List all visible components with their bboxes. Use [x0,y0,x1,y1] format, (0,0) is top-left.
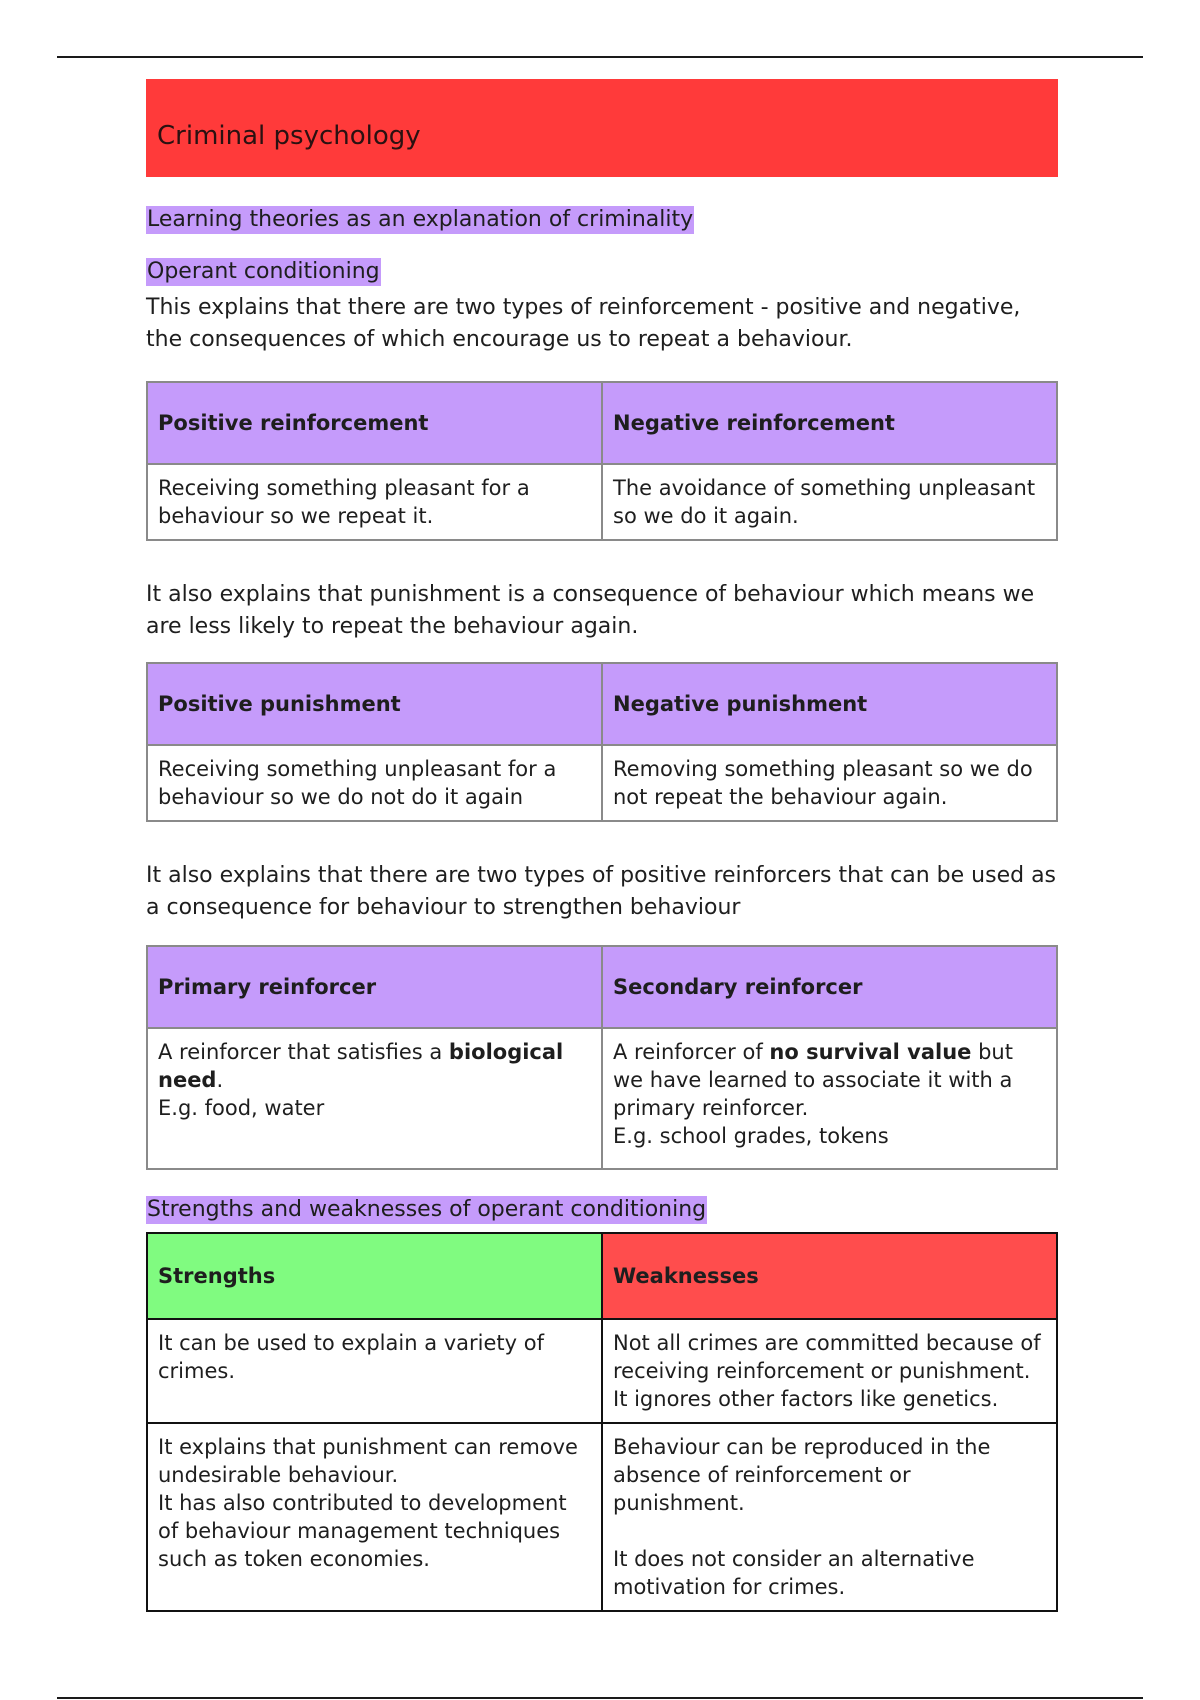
reinforcement-table [146,381,1058,541]
header-negative-reinforcement: Negative reinforcement [602,382,1057,464]
header-weaknesses: Weaknesses [602,1233,1057,1319]
cell-weakness-1 [602,1319,1057,1423]
weakness-2-blank-line [613,1517,1046,1545]
cell-primary-reinforcer [147,1028,602,1169]
cell-positive-reinforcement: Receiving something pleasant for a behaviour so we repeat it. [147,464,602,540]
strength-1-text: It can be used to explain a variety of crimes. [158,1331,544,1383]
header-positive-punishment: Positive punishment [147,663,602,745]
intro-paragraph: This explains that there are two types of reinforcement - positive and negative, the consequences of which encourage us to repeat a behaviour. [146,295,1021,352]
strength-2-text-b: It has also contributed to development of behaviour management techniques such as token economies. [158,1491,567,1571]
reinforcers-table [146,945,1058,1170]
punishment-table [146,662,1058,822]
heading-learning-theories: Learning theories as an explanation of criminality [147,207,694,232]
reinforcers-paragraph: It also explains that there are two types of positive reinforcers that can be used as a consequence for behaviour to strengthen behaviour [146,863,1057,920]
secondary-example: E.g. school grades, tokens [613,1124,889,1148]
cell-strength-2 [147,1423,602,1611]
cell-secondary-reinforcer [602,1028,1057,1169]
primary-definition-bold: biological need [158,1040,564,1092]
bottom-rule [57,1697,1143,1699]
weakness-2-text-b: It does not consider an alternative motivation for crimes. [613,1547,975,1599]
title-banner: Criminal psychology [146,79,1058,177]
primary-definition-suffix: . [216,1068,224,1092]
header-strengths: Strengths [147,1233,602,1319]
secondary-definition-suffix: but we have learned to associate it with a primary reinforcer. [613,1040,1013,1120]
weakness-1-text-b: It ignores other factors like genetics. [613,1387,999,1411]
heading-operant-conditioning: Operant conditioning [147,259,380,284]
weakness-2-text-a: Behaviour can be reproduced in the absence of reinforcement or punishment. [613,1435,991,1515]
primary-example: E.g. food, water [158,1096,325,1120]
punishment-paragraph: It also explains that punishment is a consequence of behaviour which means we are less likely to repeat the behaviour again. [146,582,1035,639]
header-positive-reinforcement: Positive reinforcement [147,382,602,464]
strengths-weaknesses-table [146,1232,1058,1612]
document-body [146,79,1058,1612]
strength-2-text-a: It explains that punishment can remove undesirable behaviour. [158,1435,578,1487]
top-rule [57,56,1143,58]
cell-strength-1 [147,1319,602,1423]
cell-negative-punishment: Removing something pleasant so we do not repeat the behaviour again. [602,745,1057,821]
header-negative-punishment: Negative punishment [602,663,1057,745]
cell-weakness-2 [602,1423,1057,1611]
weakness-1-text-a: Not all crimes are committed because of receiving reinforcement or punishment. [613,1331,1041,1383]
secondary-definition-bold: no survival value [769,1040,972,1064]
cell-negative-reinforcement: The avoidance of something unpleasant so we do it again. [602,464,1057,540]
heading-strengths-weaknesses: Strengths and weaknesses of operant conditioning [147,1197,707,1222]
cell-positive-punishment: Receiving something unpleasant for a behaviour so we do not do it again [147,745,602,821]
secondary-definition-prefix: A reinforcer of [613,1040,770,1064]
header-secondary-reinforcer: Secondary reinforcer [602,946,1057,1028]
header-primary-reinforcer: Primary reinforcer [147,946,602,1028]
primary-definition-prefix: A reinforcer that satisfies a [158,1040,449,1064]
